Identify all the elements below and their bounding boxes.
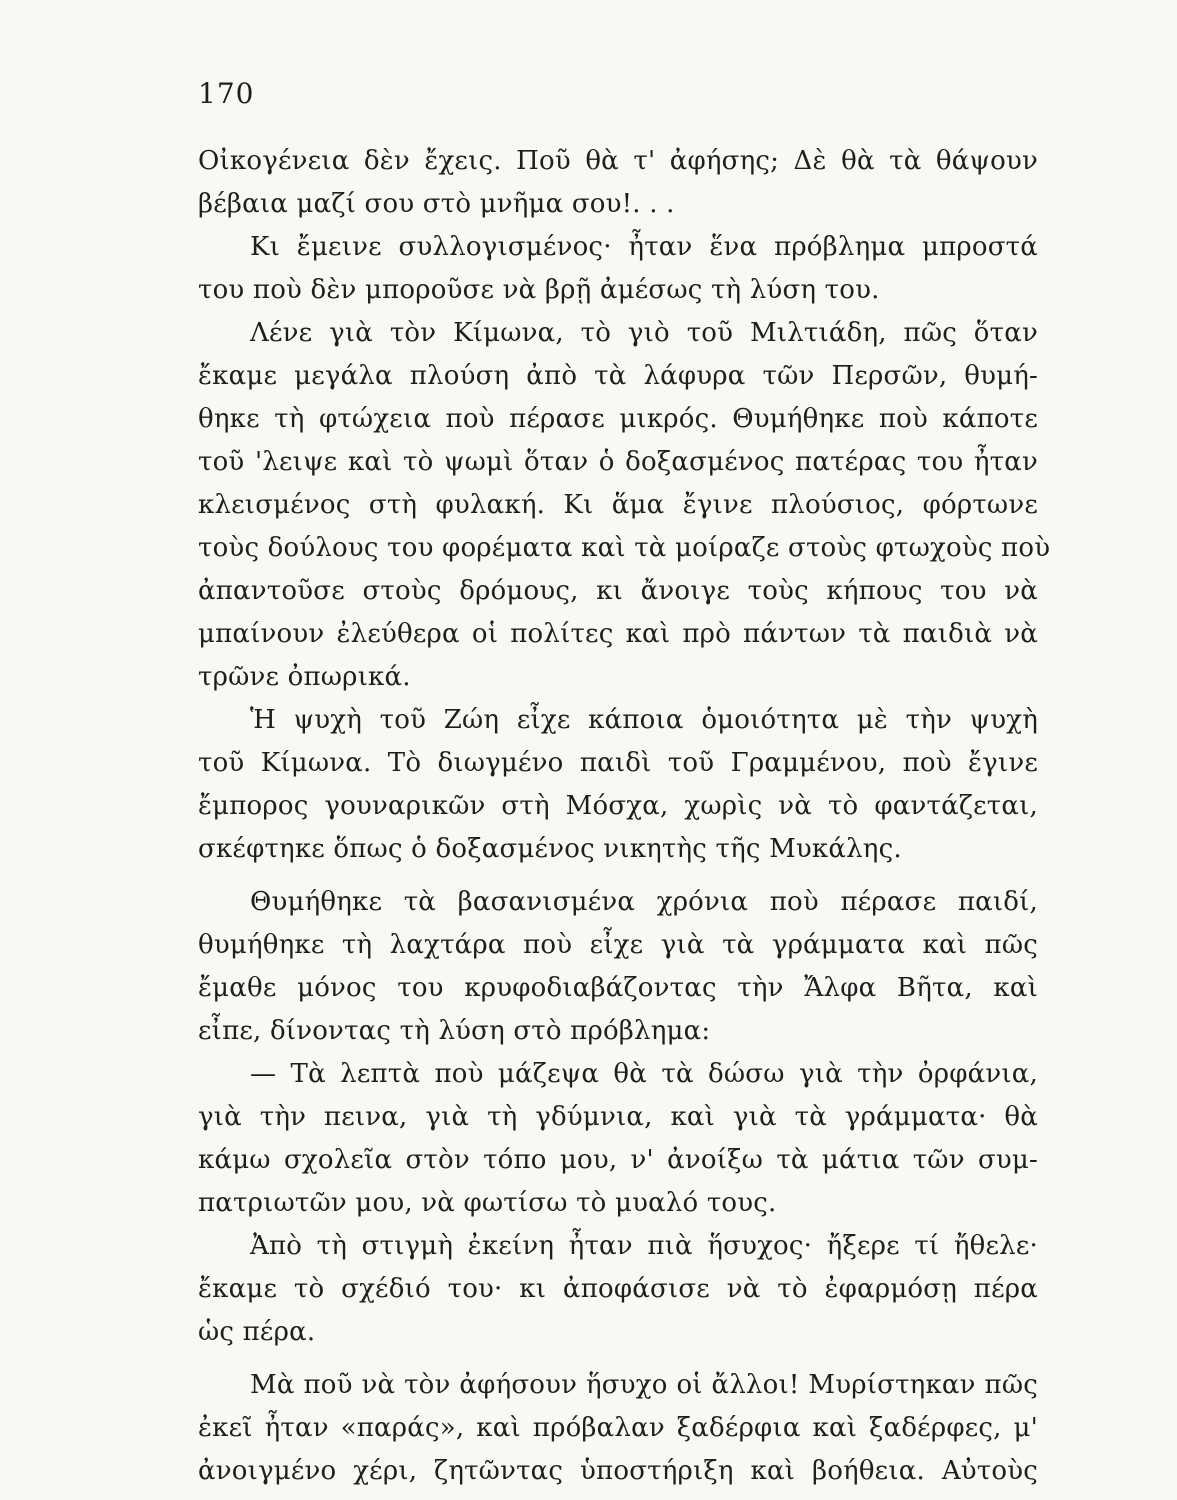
paragraph-first-line: Θυμήθηκε τὰ βασανισμένα χρόνια ποὺ πέρασε παιδί, [250,887,1038,917]
text-line: ἔκαμε τὸ σχέδιό του· κι ἀποφάσισε νὰ τὸ ἐφαρμόσῃ πέρα [198,1274,1038,1304]
text-line: θυμήθηκε τὴ λαχτάρα ποὺ εἶχε γιὰ τὰ γράμματα καὶ πῶς [198,930,1038,960]
paragraph-first-line: Λένε γιὰ τὸν Κίμωνα, τὸ γιὸ τοῦ Μιλτιάδη, πῶς ὅταν [250,318,1038,348]
text-line: κάμω σχολεῖα στὸν τόπο μου, ν' ἀνοίξω τὰ μάτια τῶν συμ- [198,1145,1038,1175]
text-line: πατριωτῶν μου, νὰ φωτίσω τὸ μυαλό τους. [198,1188,777,1218]
text-line: Οἰκογένεια δὲν ἔχεις. Ποῦ θὰ τ' ἀφήσης; Δὲ θὰ τὰ θάψουν [198,146,1038,176]
text-line: τοῦ 'λειψε καὶ τὸ ψωμὶ ὅταν ὁ δοξασμένος πατέρας του ἦταν [198,447,1038,477]
text-line: εἶπε, δίνοντας τὴ λύση στὸ πρόβλημα: [198,1016,711,1046]
text-line: τρῶνε ὀπωρικά. [198,662,411,692]
paragraph-first-line: Μὰ ποῦ νὰ τὸν ἀφήσουν ἥσυχο οἱ ἄλλοι! Μυρίστηκαν πῶς [250,1370,1038,1400]
paragraph-first-line: — Τὰ λεπτὰ ποὺ μάζεψα θὰ τὰ δώσω γιὰ τὴν ὀρφάνια, [250,1059,1038,1089]
paragraph-first-line: Ἀπὸ τὴ στιγμὴ ἐκείνη ἦταν πιὰ ἥσυχος· ἤξερε τί ἤθελε· [250,1231,1038,1261]
text-line: βέβαια μαζί σου στὸ μνῆμα σου!. . . [198,189,675,219]
text-line: ἐκεῖ ἦταν «παράς», καὶ πρόβαλαν ξαδέρφια καὶ ξαδέρφες, μ' [198,1413,1038,1443]
paragraph-first-line: Ἡ ψυχὴ τοῦ Ζώη εἶχε κάποια ὁμοιότητα μὲ τὴν ψυχὴ [250,705,1038,735]
text-line: μπαίνουν ἐλεύθερα οἱ πολίτες καὶ πρὸ πάντων τὰ παιδιὰ νὰ [198,619,1038,649]
text-line: κλεισμένος στὴ φυλακή. Κι ἅμα ἔγινε πλούσιος, φόρτωνε [198,490,1038,520]
text-line: γιὰ τὴν πεινα, γιὰ τὴ γδύμνια, καὶ γιὰ τὰ γράμματα· θὰ [198,1102,1038,1132]
page-number: 170 [198,77,255,110]
text-line: ἀνοιγμένο χέρι, ζητῶντας ὑποστήριξη καὶ βοήθεια. Αὐτοὺς [198,1456,1038,1486]
text-line: του ποὺ δὲν μποροῦσε νὰ βρῇ ἀμέσως τὴ λύση του. [198,275,880,305]
text-line: σκέφτηκε ὅπως ὁ δοξασμένος νικητὴς τῆς Μυκάλης. [198,834,902,864]
paragraph-first-line: Κι ἔμεινε συλλογισμένος· ἦταν ἕνα πρόβλημα μπροστά [250,232,1038,262]
body-text [198,140,1051,1493]
text-line: θηκε τὴ φτώχεια ποὺ πέρασε μικρός. Θυμήθηκε ποὺ κάποτε [198,404,1038,434]
text-line: ὡς πέρα. [198,1317,316,1347]
text-line: ἔμπορος γουναρικῶν στὴ Μόσχα, χωρὶς νὰ τὸ φαντάζεται, [198,791,1038,821]
text-line: ἔμαθε μόνος του κρυφοδιαβάζοντας τὴν Ἄλφα Βῆτα, καὶ [198,973,1038,1003]
text-line: τοῦ Κίμωνα. Τὸ διωγμένο παιδὶ τοῦ Γραμμένου, ποὺ ἔγινε [198,748,1038,778]
text-line: ἔκαμε μεγάλα πλούση ἀπὸ τὰ λάφυρα τῶν Περσῶν, θυμή- [198,361,1038,391]
text-line: ἀπαντοῦσε στοὺς δρόμους, κι ἄνοιγε τοὺς κήπους του νὰ [198,576,1038,606]
text-line: τοὺς δούλους του φορέματα καὶ τὰ μοίραζε στοὺς φτωχοὺς ποὺ [198,533,1051,563]
